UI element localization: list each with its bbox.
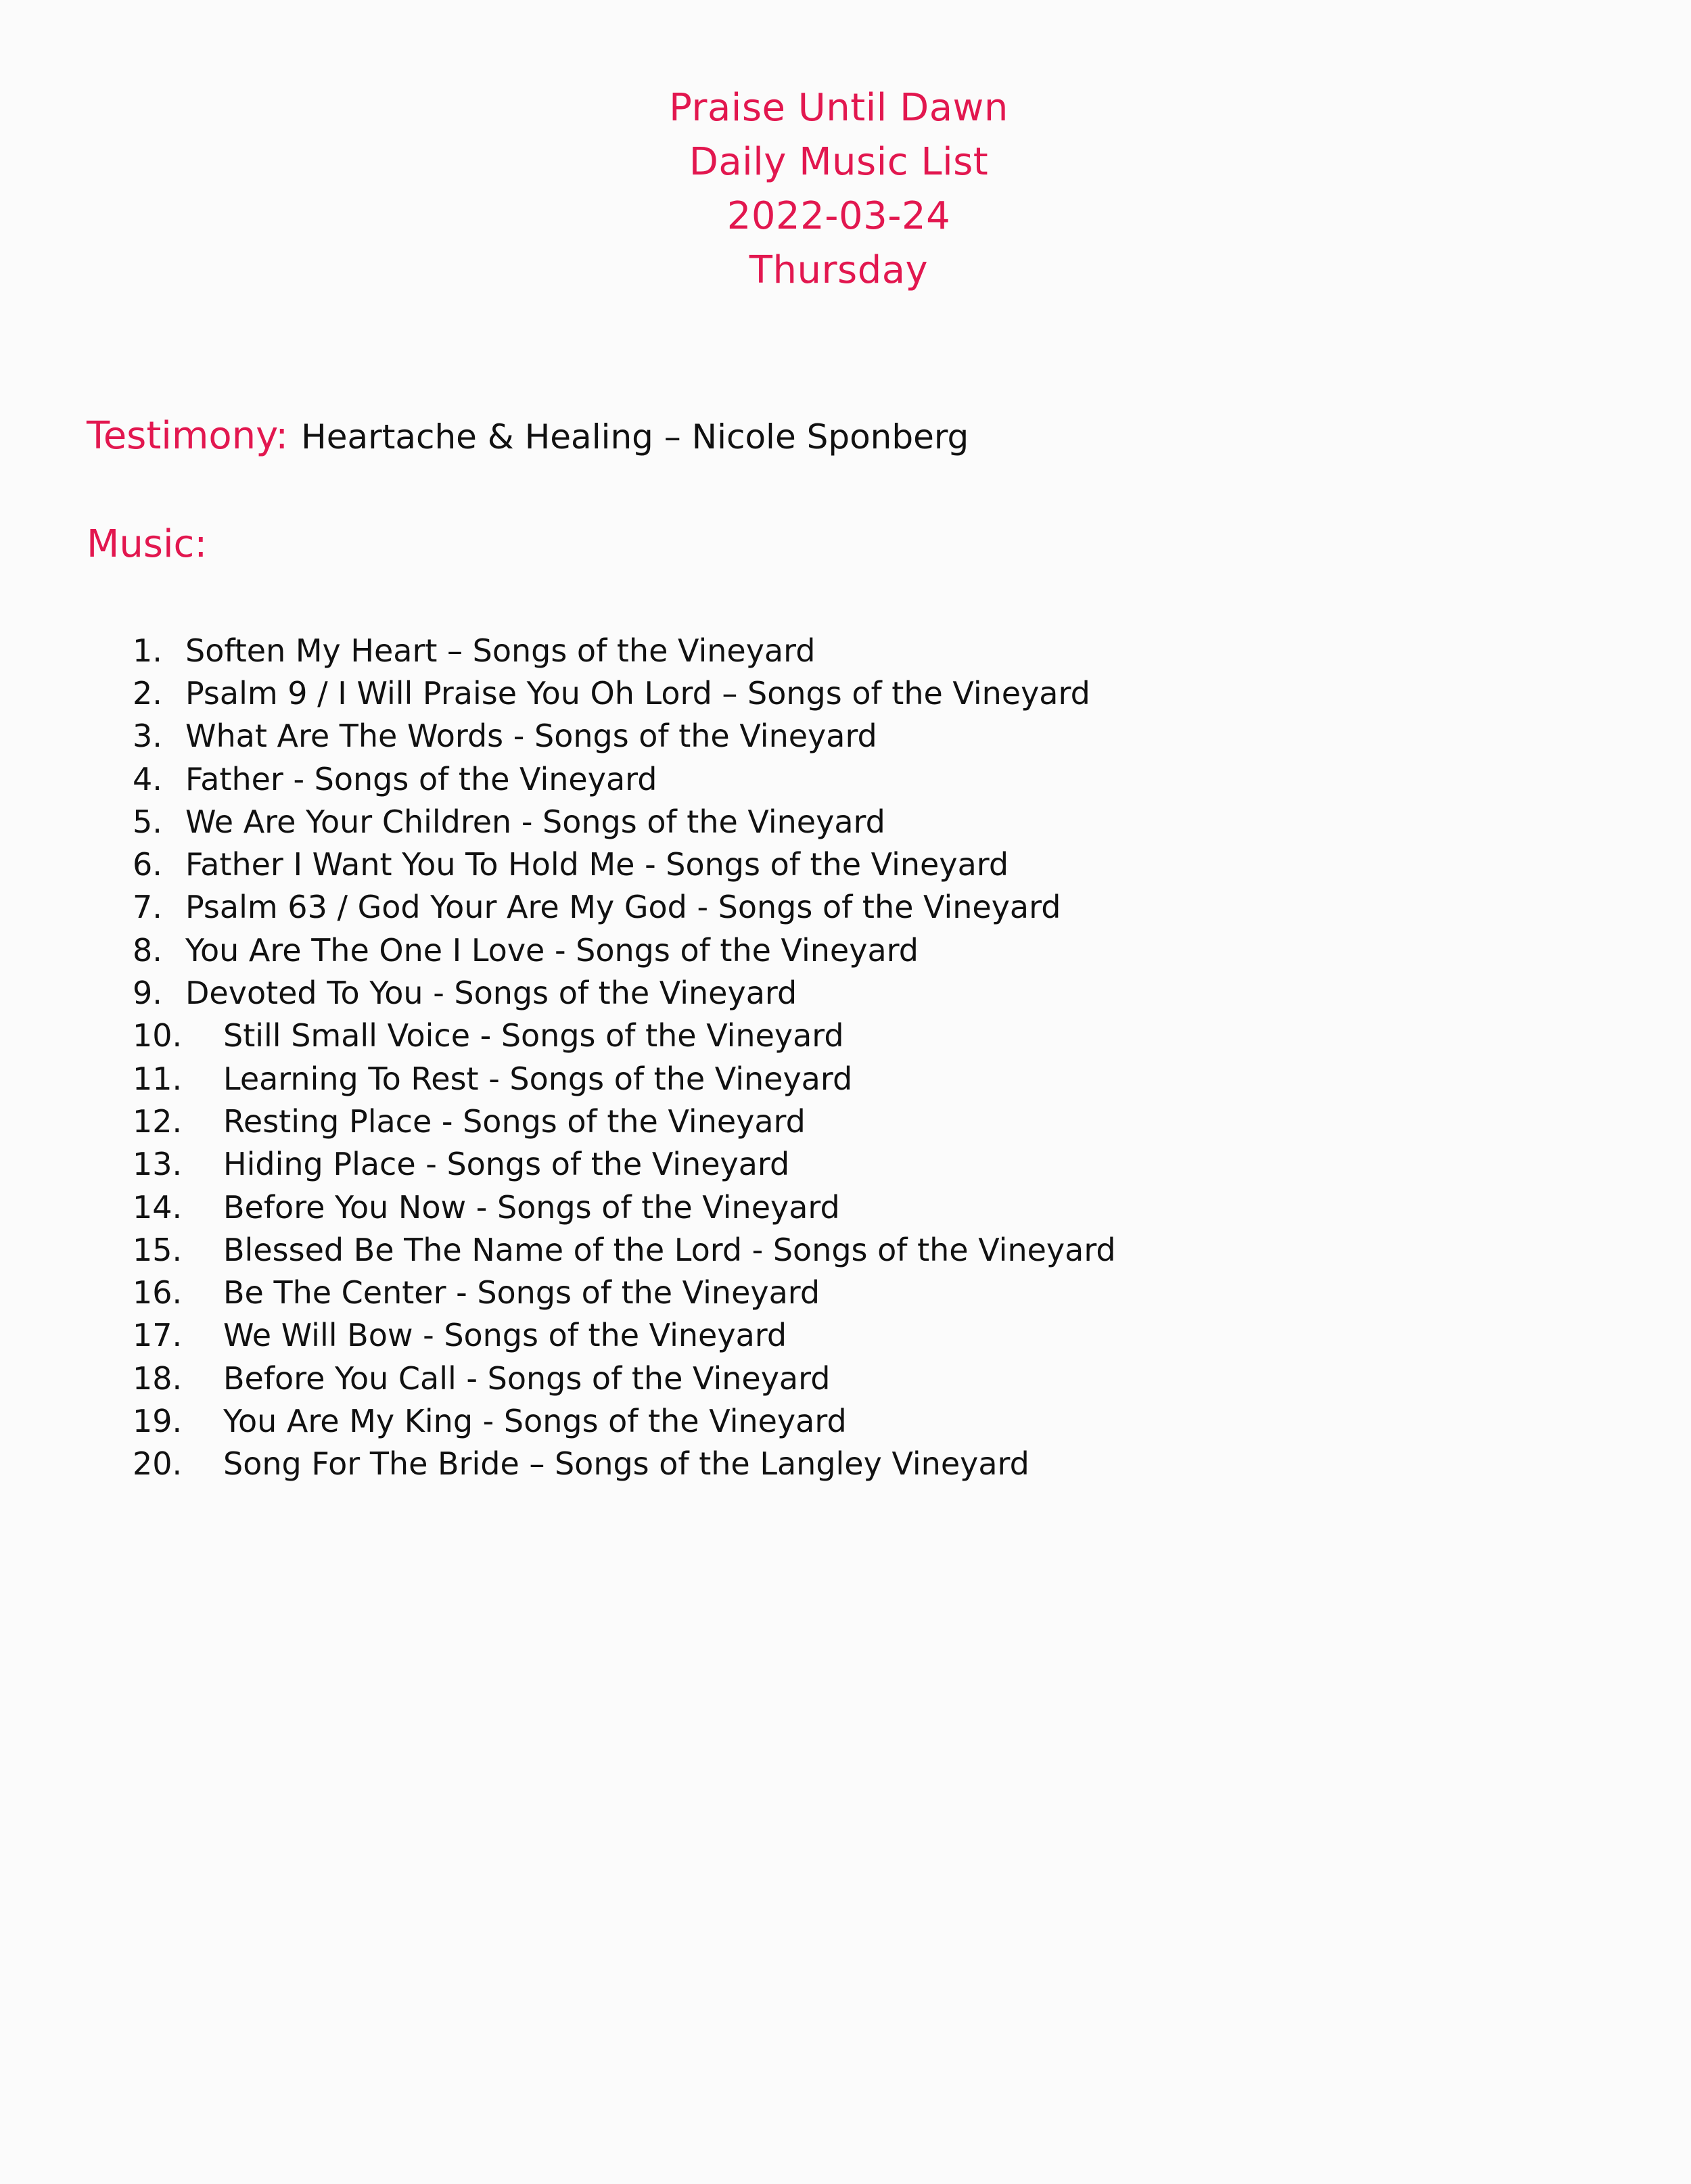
list-item [133, 758, 1116, 800]
list-item [133, 1443, 1116, 1485]
list-item [133, 886, 1116, 929]
list-item [133, 800, 1116, 843]
item-text: Devoted To You - Songs of the Vineyard [185, 975, 797, 1012]
list-item [133, 971, 1116, 1014]
list-item [133, 1143, 1116, 1186]
item-text: We Will Bow - Songs of the Vineyard [223, 1317, 787, 1354]
list-item [133, 1228, 1116, 1271]
header-date: 2022-03-24 [726, 194, 951, 238]
item-text: Song For The Bride – Songs of the Langley Vineyard [223, 1445, 1029, 1483]
item-text: Resting Place - Songs of the Vineyard [223, 1102, 806, 1140]
item-number: 10. [133, 1017, 183, 1054]
list-item [133, 1015, 1116, 1057]
item-text: Hiding Place - Songs of the Vineyard [223, 1146, 790, 1183]
item-number: 17. [133, 1317, 183, 1354]
item-text: We Are Your Children - Songs of the Vineyard [185, 803, 885, 840]
list-item [133, 1271, 1116, 1314]
item-text: Before You Now - Songs of the Vineyard [223, 1188, 840, 1226]
list-item [133, 929, 1116, 971]
item-number: 16. [133, 1274, 183, 1311]
testimony-row [87, 414, 969, 458]
item-number: 19. [133, 1402, 183, 1439]
item-text: Learning To Rest - Songs of the Vineyard [223, 1060, 853, 1097]
item-text: Still Small Voice - Songs of the Vineyard [223, 1017, 844, 1054]
item-text: Blessed Be The Name of the Lord - Songs of the Vineyard [223, 1231, 1116, 1268]
list-item [133, 1186, 1116, 1228]
item-text: Psalm 63 / God Your Are My God - Songs of the Vineyard [185, 889, 1061, 926]
item-number: 7. [133, 889, 162, 926]
item-number: 8. [133, 931, 162, 969]
header-subtitle: Daily Music List [689, 140, 989, 184]
item-number: 5. [133, 803, 162, 840]
item-text: Be The Center - Songs of the Vineyard [223, 1274, 820, 1311]
list-item [133, 1399, 1116, 1442]
item-number: 20. [133, 1445, 183, 1483]
item-text: You Are My King - Songs of the Vineyard [223, 1402, 847, 1439]
document-header [0, 81, 1677, 298]
testimony-label: Testimony: [87, 414, 289, 458]
item-number: 14. [133, 1188, 183, 1226]
header-title: Praise Until Dawn [669, 86, 1009, 130]
list-item [133, 629, 1116, 672]
item-text: Soften My Heart – Songs of the Vineyard [185, 632, 816, 669]
item-number: 11. [133, 1060, 183, 1097]
item-text: Before You Call - Songs of the Vineyard [223, 1360, 831, 1397]
list-item [133, 672, 1116, 714]
item-number: 3. [133, 718, 162, 755]
header-weekday: Thursday [749, 248, 929, 292]
item-number: 2. [133, 674, 162, 712]
item-number: 13. [133, 1146, 183, 1183]
item-number: 12. [133, 1102, 183, 1140]
item-text: Father I Want You To Hold Me - Songs of the Vineyard [185, 846, 1009, 883]
list-item [133, 843, 1116, 885]
item-number: 1. [133, 632, 162, 669]
list-item [133, 1057, 1116, 1100]
item-text: What Are The Words - Songs of the Vineyard [185, 718, 877, 755]
music-list [133, 629, 1116, 1485]
item-number: 6. [133, 846, 162, 883]
list-item [133, 715, 1116, 758]
item-text: Father - Songs of the Vineyard [185, 760, 657, 797]
list-item [133, 1357, 1116, 1399]
list-item [133, 1100, 1116, 1142]
testimony-value: Heartache & Healing – Nicole Sponberg [301, 417, 969, 457]
item-number: 9. [133, 975, 162, 1012]
item-text: You Are The One I Love - Songs of the Vineyard [185, 931, 919, 969]
item-number: 15. [133, 1231, 183, 1268]
item-text: Psalm 9 / I Will Praise You Oh Lord – Songs of the Vineyard [185, 674, 1090, 712]
list-item [133, 1314, 1116, 1357]
music-label: Music: [87, 522, 208, 566]
item-number: 4. [133, 760, 162, 797]
item-number: 18. [133, 1360, 183, 1397]
